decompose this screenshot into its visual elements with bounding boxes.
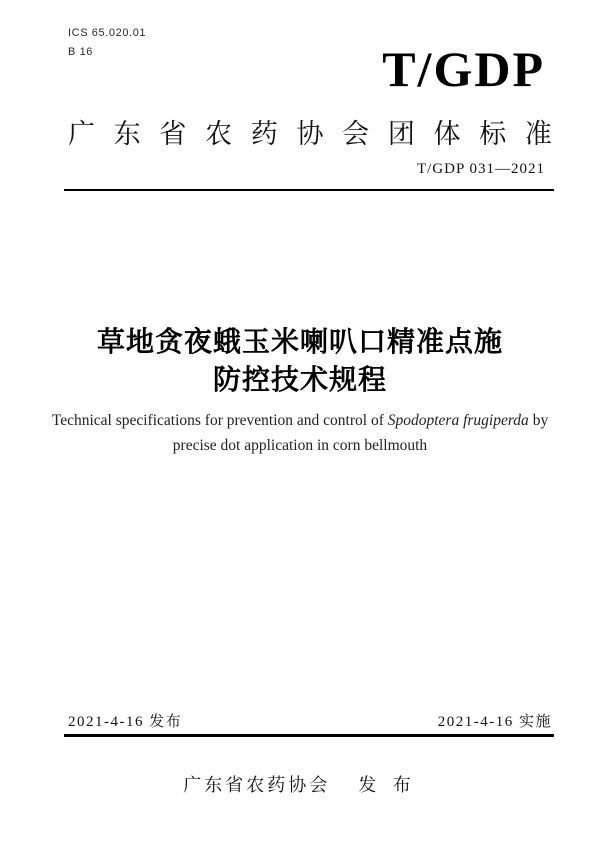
document-title-line1: 草地贪夜蛾玉米喇叭口精准点施 — [96, 327, 503, 358]
publish-action-label: 发 布 — [358, 775, 417, 795]
org-standard-heading: 广 东 省 农 药 协 会 团 体 标 准 — [68, 119, 552, 149]
standard-body-logo: T/GDP — [382, 41, 545, 97]
implementation-date: 2021-4-16 实施 — [437, 714, 552, 730]
document-title-line2: 防控技术规程 — [212, 365, 387, 396]
classification-code: B 16 — [68, 46, 94, 58]
ics-code: ICS 65.020.01 — [68, 27, 147, 39]
header-divider-rule — [64, 189, 554, 191]
footer-divider-rule — [64, 734, 554, 737]
issue-date: 2021-4-16 发布 — [68, 714, 183, 730]
standard-number: T/GDP 031—2021 — [416, 161, 545, 177]
subtitle-species-name: Spodoptera frugiperda — [387, 412, 529, 429]
subtitle-text-post: by — [528, 412, 549, 429]
subtitle-text-pre: Technical specifications for prevention and control of — [51, 412, 388, 429]
english-subtitle-line1 — [40, 408, 560, 433]
ics-classification-block — [68, 24, 146, 62]
publisher-name: 广东省农药协会 — [183, 775, 331, 795]
english-subtitle-line2: precise dot application in corn bellmouth — [172, 437, 428, 454]
publisher-row — [0, 771, 600, 797]
date-row — [68, 710, 552, 731]
